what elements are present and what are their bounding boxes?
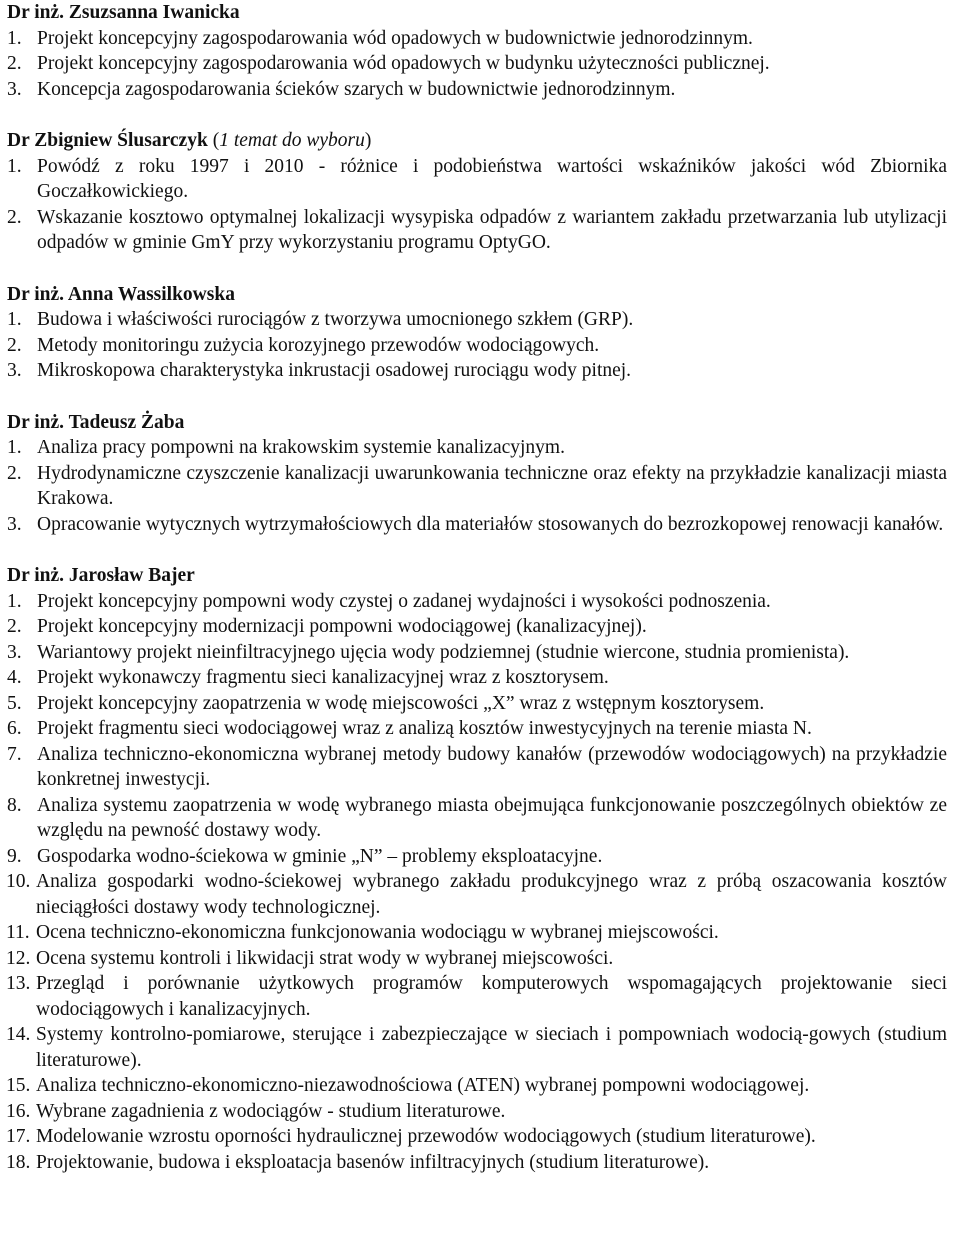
topic-number: 1. [7,27,22,49]
topic-text: Powódź z roku 1997 i 2010 - różnice i podobieństwa wartości wskaźników jakości wód Zbiornika Goczałkowickiego. [37,155,947,202]
topic-text: Przegląd i porównanie użytkowych programów komputerowych wspomagających projektowanie sieci wodociągowych i kanalizacyjnych. [36,973,947,1020]
topic-text: Projekt wykonawczy fragmentu sieci kanalizacyjnej wraz z kosztorysem. [37,667,609,688]
heading-note-open: ( [212,130,220,151]
topic-number: 8. [7,794,22,816]
topic-item [7,435,947,461]
supervisor-section [7,282,947,384]
topic-item [7,716,947,742]
topic-text: Modelowanie wzrostu oporności hydraulicznej przewodów wodociągowych (studium literaturowe). [36,1126,816,1147]
topic-item [7,1124,947,1150]
topic-number: 9. [7,845,22,867]
topic-item [7,869,947,920]
topic-item [7,205,947,256]
supervisor-heading [7,563,947,589]
supervisor-heading [7,128,947,154]
topic-item [7,26,947,52]
topic-text: Wariantowy projekt nieinfiltracyjnego ujęcia wody podziemnej (studnie wiercone, studnia promienista). [37,641,850,663]
topic-number: 6. [7,718,22,739]
supervisor-section [7,563,947,1175]
topic-text: Projekt koncepcyjny zagospodarowania wód opadowych w budynku użyteczności publicznej. [37,53,770,74]
supervisor-section [7,410,947,538]
topic-text: Analiza systemu zaopatrzenia w wodę wybranego miasta obejmująca funkcjonowanie poszczególnych obiektów ze względu na pewność dostawy wody. [37,794,947,841]
topic-number: 2. [7,334,22,356]
topic-text: Koncepcja zagospodarowania ścieków szarych w budownictwie jednorodzinnym. [37,78,676,100]
topic-item [7,307,947,333]
topic-number: 10. [6,871,31,892]
topic-number: 3. [7,641,22,663]
topic-item [7,154,947,205]
topic-item [7,1073,947,1099]
topic-text: Projektowanie, budowa i eksploatacja basenów infiltracyjnych (studium literaturowe). [36,1151,710,1173]
topic-item [7,742,947,793]
topic-item [7,793,947,844]
topic-text: Hydrodynamiczne czyszczenie kanalizacji uwarunkowania techniczne oraz efekty na przykładzie kanalizacji miasta Krakowa. [37,462,947,509]
topic-number: 5. [7,692,22,714]
topic-text: Gospodarka wodno-ściekowa w gminie „N” – problemy eksploatacyjne. [37,845,603,867]
topic-number: 17. [6,1126,31,1147]
topic-number: 2. [7,616,22,637]
topic-item [7,1150,947,1176]
topic-text: Ocena systemu kontroli i likwidacji strat wody w wybranej miejscowości. [36,947,614,969]
topic-number: 12. [6,947,31,969]
supervisor-heading [7,0,947,26]
topic-item [7,1099,947,1125]
topic-number: 1. [7,437,22,458]
topic-item [7,665,947,691]
topic-item [7,946,947,972]
topic-number: 1. [7,590,22,612]
supervisor-name: Dr inż. Anna Wassilkowska [7,283,235,305]
topic-text: Projekt koncepcyjny pompowni wody czystej o zadanej wydajności i wysokości podnoszenia. [37,590,771,612]
heading-note-close: ) [364,130,372,151]
topic-item [7,971,947,1022]
topic-text: Wybrane zagadnienia z wodociągów - studium literaturowe. [36,1100,506,1122]
topic-item [7,844,947,870]
topic-number: 13. [6,973,31,994]
topic-number: 3. [7,360,22,381]
supervisor-section [7,128,947,256]
topic-number: 7. [7,743,22,765]
supervisor-heading [7,410,947,436]
topic-number: 1. [7,155,22,177]
topic-item [7,358,947,384]
topic-item [7,1022,947,1073]
topic-text: Projekt fragmentu sieci wodociągowej wraz z analizą kosztów inwestycyjnych na terenie miasta N. [37,718,812,739]
topic-item [7,77,947,103]
supervisor-heading [7,282,947,308]
topic-number: 11. [6,922,30,943]
topic-number: 1. [7,309,22,330]
topic-number: 2. [7,53,22,74]
topic-text: Analiza gospodarki wodno-ściekowej wybranego zakładu produkcyjnego wraz z próbą oszacowania kosztów nieciągłości dostawy wody technologicznej. [36,871,947,918]
topic-number: 3. [7,513,22,535]
topic-number: 2. [7,206,22,228]
supervisor-section [7,0,947,102]
topic-item [7,640,947,666]
topic-item [7,920,947,946]
supervisor-name: Dr inż. Tadeusz Żaba [7,411,185,433]
topic-number: 16. [6,1100,31,1122]
topic-item [7,333,947,359]
topic-text: Systemy kontrolno-pomiarowe, sterujące i zabezpieczające w sieciach i pompowniach wodocią-gowych (studium literaturowe). [36,1024,947,1071]
topic-number: 3. [7,78,22,100]
supervisor-name: Dr inż. Zsuzsanna Iwanicka [7,2,240,23]
topic-number: 18. [6,1151,31,1173]
supervisor-name: Dr inż. Jarosław Bajer [7,565,195,586]
topic-number: 4. [7,667,22,688]
supervisor-name: Dr Zbigniew Ślusarczyk [7,130,208,151]
topic-item [7,51,947,77]
topic-text: Projekt koncepcyjny modernizacji pompowni wodociągowej (kanalizacyjnej). [37,616,647,637]
topic-text: Projekt koncepcyjny zaopatrzenia w wodę miejscowości „X” wraz z wstępnym kosztorysem. [37,692,765,714]
topic-text: Analiza techniczno-ekonomiczno-niezawodnościowa (ATEN) wybranej pompowni wodociągowej. [36,1075,810,1096]
topic-text: Budowa i właściwości rurociągów z tworzywa umocnionego szkłem (GRP). [37,309,634,330]
topic-text: Opracowanie wytycznych wytrzymałościowych dla materiałów stosowanych do bezrozkopowej renowacji kanałów. [37,513,944,535]
topic-text: Wskazanie kosztowo optymalnej lokalizacji wysypiska odpadów z wariantem zakładu przetwarzania lub utylizacji odpadów w gminie GmY przy wykorzystaniu programu OptyGO. [37,206,947,253]
topic-text: Mikroskopowa charakterystyka inkrustacji osadowej rurociągu wody pitnej. [37,360,632,381]
topic-item [7,512,947,538]
topic-item [7,589,947,615]
topic-item [7,461,947,512]
topic-text: Analiza techniczno-ekonomiczna wybranej metody budowy kanałów (przewodów wodociągowych) na przykładzie konkretnej inwestycji. [37,743,947,790]
topic-text: Metody monitoringu zużycia korozyjnego przewodów wodociągowych. [37,334,600,356]
topic-item [7,614,947,640]
topic-number: 2. [7,462,22,484]
topic-text: Analiza pracy pompowni na krakowskim systemie kanalizacyjnym. [37,437,565,458]
topic-text: Projekt koncepcyjny zagospodarowania wód opadowych w budownictwie jednorodzinnym. [37,27,753,49]
topic-number: 14. [6,1024,31,1045]
topic-item [7,691,947,717]
topic-text: Ocena techniczno-ekonomiczna funkcjonowania wodociągu w wybranej miejscowości. [36,922,719,943]
topic-number: 15. [6,1075,31,1096]
heading-note: 1 temat do wyboru [219,130,365,151]
